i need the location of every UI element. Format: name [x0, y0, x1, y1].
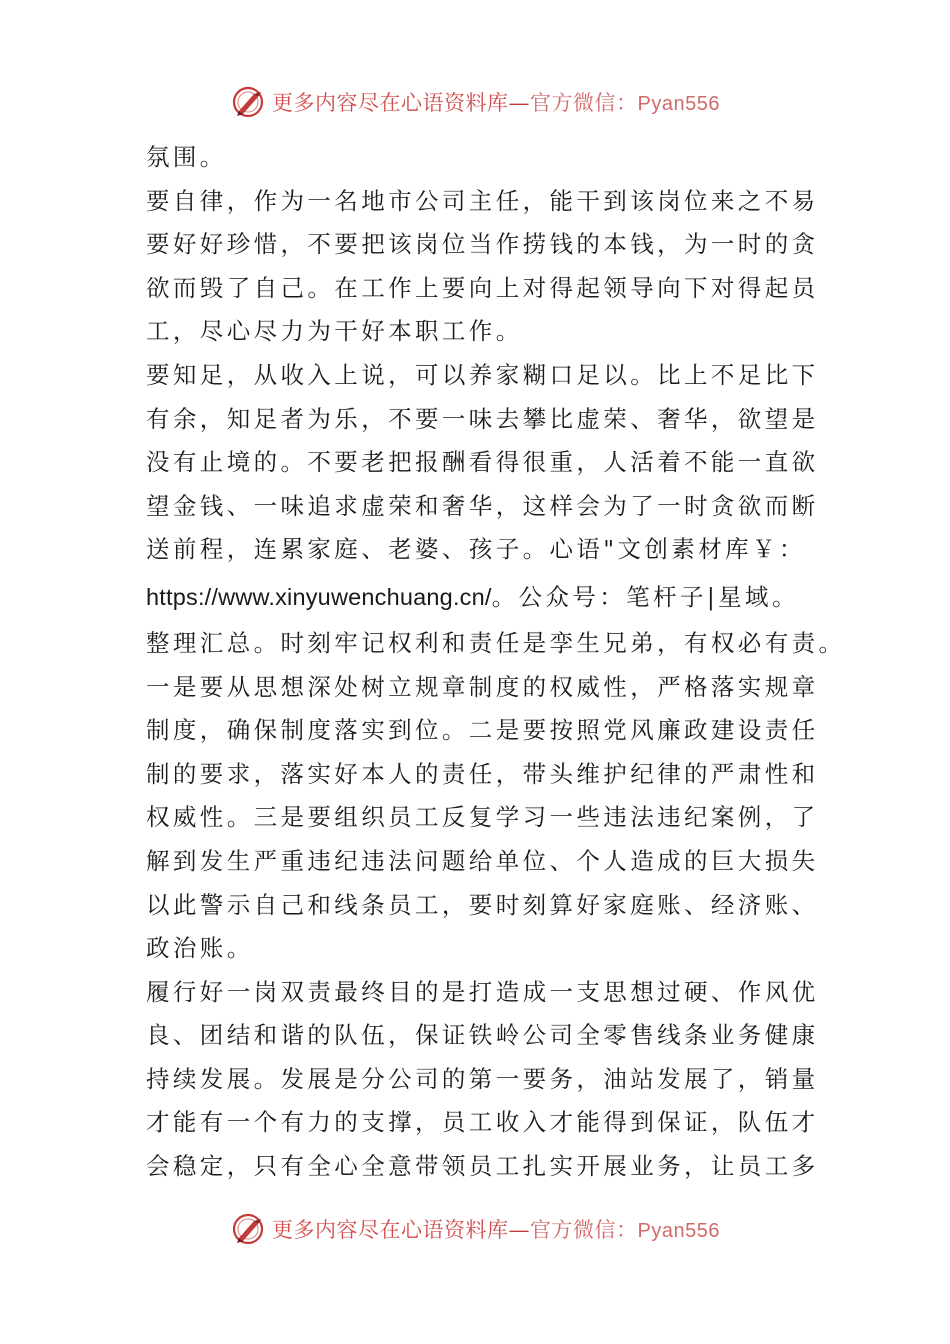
banner-wechat-label: 官方微信：	[530, 91, 638, 115]
banner-dash: —	[508, 1218, 531, 1242]
document-body	[146, 136, 846, 1189]
text-line: 整理汇总。时刻牢记权利和责任是孪生兄弟，有权必有责。	[146, 628, 846, 657]
text-line: 氛围。	[146, 143, 227, 171]
text-line: 才能有一个有力的支撑，员工收入才能得到保证，队伍才	[146, 1108, 819, 1137]
url-line-rest: 。公众号：笔杆子|星域。	[491, 582, 799, 611]
footer-banner	[0, 1209, 950, 1249]
text-line: 工，尽心尽力为干好本职工作。	[146, 317, 523, 346]
text-line: 要好好珍惜，不要把该岗位当作捞钱的本钱，为一时的贪	[146, 230, 819, 259]
text-line: 解到发生严重违纪违法问题给单位、个人造成的巨大损失	[146, 846, 819, 875]
text-line: 欲而毁了自己。在工作上要向上对得起领导向下对得起员	[146, 273, 819, 302]
text-line: 望金钱、一味追求虚荣和奢华，这样会为了一时贪欲而断	[146, 491, 819, 520]
text-line: 会稳定，只有全心全意带领员工扎实开展业务，让员工多	[146, 1152, 819, 1181]
text-line: 有余，知足者为乐，不要一味去攀比虚荣、奢华，欲望是	[146, 404, 819, 433]
banner-main-text: 更多内容尽在心语资料库	[272, 1218, 509, 1242]
banner-dash: —	[508, 91, 531, 115]
banner-text	[272, 1214, 720, 1244]
website-link[interactable]: https://www.xinyuwenchuang.cn/	[146, 583, 492, 610]
text-line: 制的要求，落实好本人的责任，带头维护纪律的严肃性和	[146, 759, 819, 788]
banner-inner	[230, 84, 720, 120]
text-line: 没有止境的。不要老把报酬看得很重，人活着不能一直欲	[146, 448, 819, 477]
text-line: 制度，确保制度落实到位。二是要按照党风廉政建设责任	[146, 716, 819, 745]
url-line	[146, 572, 806, 622]
pen-logo-icon	[230, 84, 266, 120]
header-banner	[0, 82, 950, 122]
banner-wechat-handle: Pyan556	[637, 1220, 720, 1242]
text-line: 以此警示自己和线条员工，要时刻算好家庭账、经济账、	[146, 890, 819, 919]
text-line: 持续发展。发展是分公司的第一要务，油站发展了，销量	[146, 1064, 819, 1093]
banner-wechat-handle: Pyan556	[637, 93, 720, 115]
banner-inner	[230, 1211, 720, 1247]
text-line: 履行好一岗双责最终目的是打造成一支思想过硬、作风优	[146, 977, 819, 1006]
text-line: 良、团结和谐的队伍，保证铁岭公司全零售线条业务健康	[146, 1021, 819, 1050]
text-line: 要自律，作为一名地市公司主任，能干到该岗位来之不易	[146, 186, 819, 215]
text-line: 要知足，从收入上说，可以养家糊口足以。比上不足比下	[146, 360, 819, 389]
text-line: 政治账。	[146, 934, 254, 963]
banner-text	[272, 87, 720, 117]
banner-main-text: 更多内容尽在心语资料库	[272, 91, 509, 115]
text-line: 权威性。三是要组织员工反复学习一些违法违纪案例，了	[146, 803, 819, 832]
text-line: 送前程，连累家庭、老婆、孩子。心语"文创素材库￥：	[146, 535, 806, 564]
pen-logo-icon	[230, 1211, 266, 1247]
text-line: 一是要从思想深处树立规章制度的权威性，严格落实规章	[146, 672, 819, 701]
banner-wechat-label: 官方微信：	[530, 1218, 638, 1242]
